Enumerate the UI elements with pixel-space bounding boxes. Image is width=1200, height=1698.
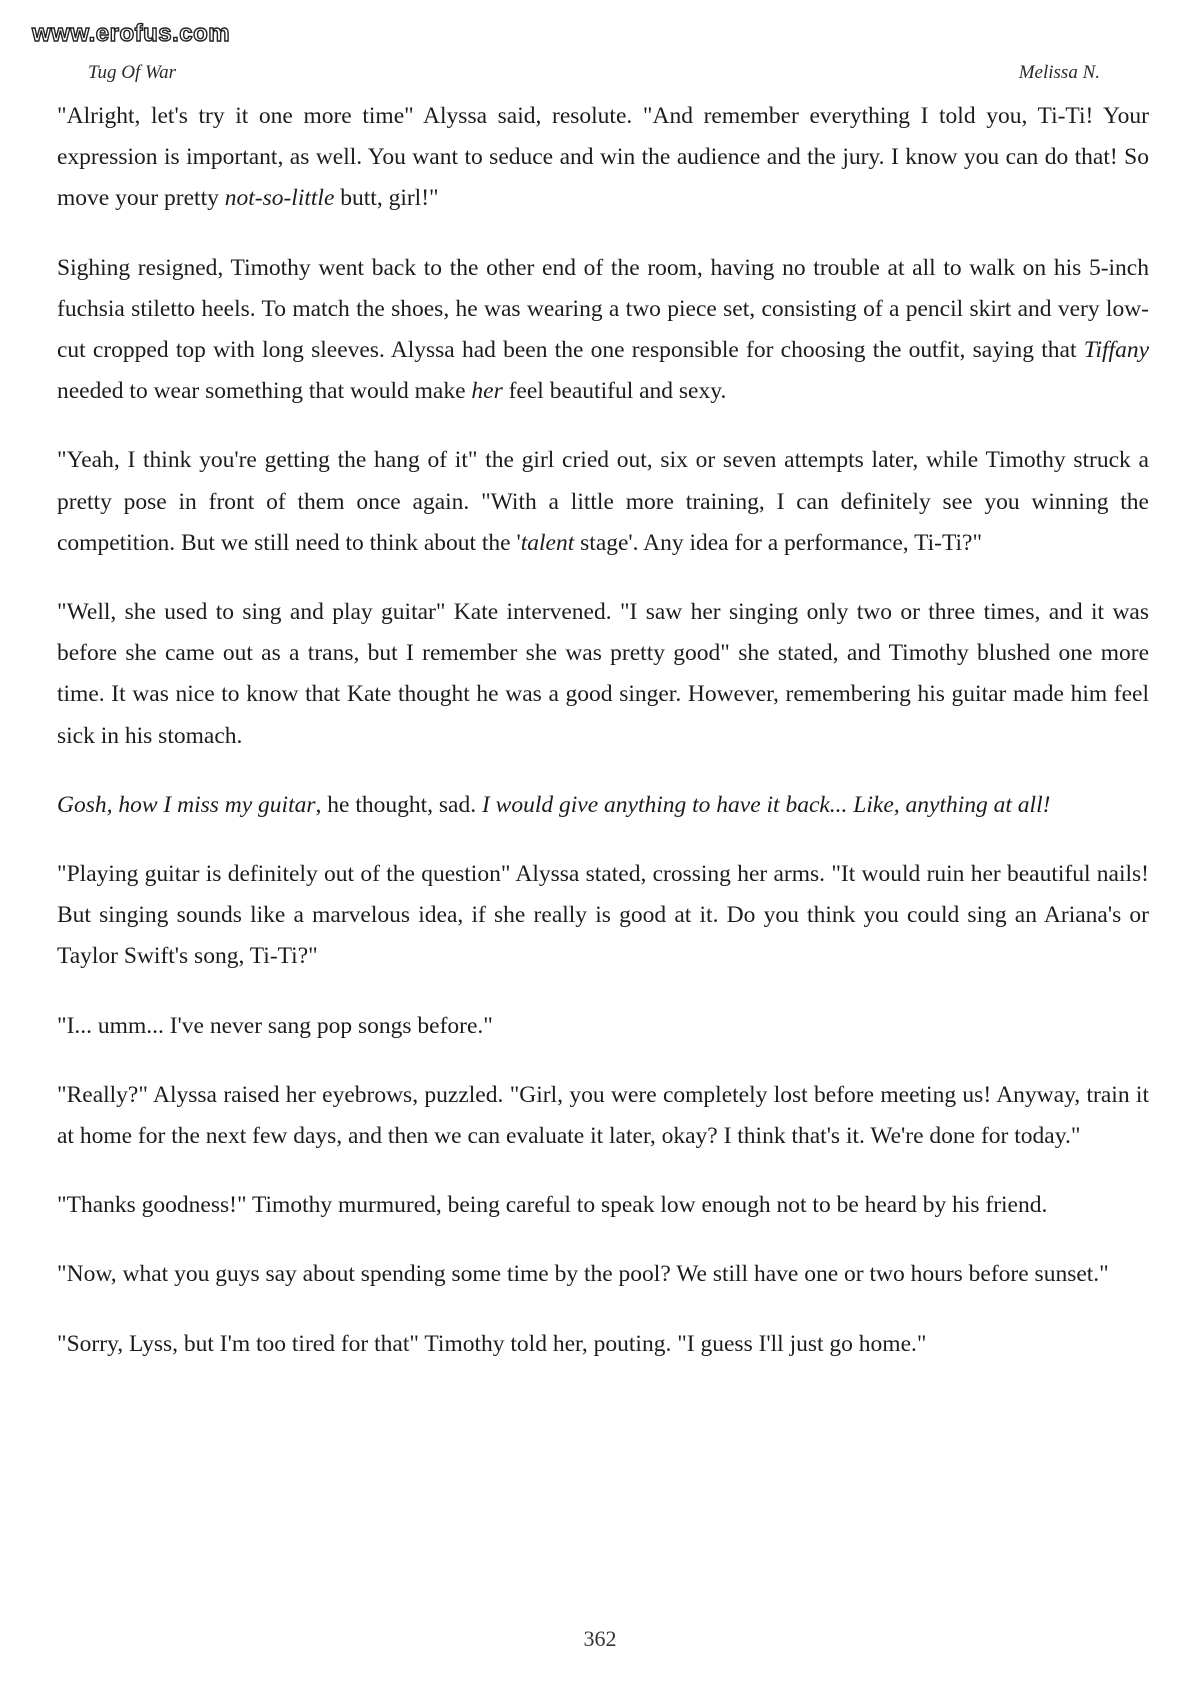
paragraph [57,1075,1149,1157]
text-run: , he thought, sad. [315,791,482,818]
text-run: feel beautiful and sexy. [502,378,727,405]
italic-run: I would give anything to have it back... Like, anything at all! [481,791,1051,818]
italic-run: her [471,378,503,405]
text-run: "Alright, let's try it one more time" Alyssa said, resolute. "And remember everything I told you, Ti-Ti! Your expression is important, as well. You want to seduce and win the audience and the jury. I know you can do that! So move your pretty [57,103,1149,212]
text-run: Sighing resigned, Timothy went back to the other end of the room, having no trouble at all to walk on his 5-inch fuchsia stiletto heels. To match the shoes, he was wearing a two piece set, consisting of a pencil skirt and very low-cut cropped top with long sleeves. Alyssa had been the one responsible for choosing the outfit, saying that [57,254,1149,364]
paragraph [57,96,1149,220]
text-run: "Well, she used to sing and play guitar" Kate intervened. "I saw her singing only two or three times, and it was before she came out as a trans, but I remember she was pretty good" she stated, and Timothy blushed one more time. It was nice to know that Kate thought he was a good singer. However, remembering his guitar made him feel sick in his stomach. [57,599,1149,749]
paragraph [57,1185,1149,1226]
running-header [88,62,1100,88]
text-run: "Yeah, I think you're getting the hang of it" the girl cried out, six or seven attempts later, while Timothy struck a pretty pose in front of them once again. "With a little more training, I can definitely see you winning the competition. But we still need to think about the ' [57,447,1149,556]
watermark: www.erofus.com [32,20,231,47]
paragraph [57,592,1149,757]
italic-run: Gosh, how I miss my guitar [57,791,316,818]
italic-run: Tiffany [1083,337,1149,364]
paragraph [57,854,1149,978]
text-run: butt, girl!" [334,185,439,212]
text-run: needed to wear something that would make [57,378,472,405]
text-run: "Playing guitar is definitely out of the question" Alyssa stated, crossing her arms. "It would ruin her beautiful nails! But singing sounds like a marvelous idea, if she really is good at it. Do you think you could sing an Ariana's or Taylor Swift's song, Ti-Ti?" [57,861,1149,970]
paragraph [57,785,1149,826]
paragraph [57,1006,1149,1047]
text-run: stage'. Any idea for a performance, Ti-Ti?" [574,529,983,556]
italic-run: talent [520,529,575,556]
text-run: "Thanks goodness!" Timothy murmured, being careful to speak low enough not to be heard by his friend. [57,1192,1048,1219]
text-run: "I... umm... I've never sang pop songs before." [57,1012,493,1039]
page-number: 362 [583,1626,617,1651]
italic-run: not-so-little [224,185,335,212]
paragraph [57,1254,1149,1295]
text-run: "Now, what you guys say about spending some time by the pool? We still have one or two hours before sunset." [57,1261,1109,1288]
paragraph [57,248,1149,413]
paragraph [57,1324,1149,1365]
author-name: Melissa N. [1018,62,1100,83]
body-text [57,96,1149,1393]
text-run: "Really?" Alyssa raised her eyebrows, puzzled. "Girl, you were completely lost before meeting us! Anyway, train it at home for the next few days, and then we can evaluate it later, okay? I think that's it. We're done for today." [57,1081,1149,1150]
text-run: "Sorry, Lyss, but I'm too tired for that" Timothy told her, pouting. "I guess I'll just go home." [57,1330,927,1357]
paragraph [57,440,1149,564]
book-title: Tug Of War [88,62,176,83]
